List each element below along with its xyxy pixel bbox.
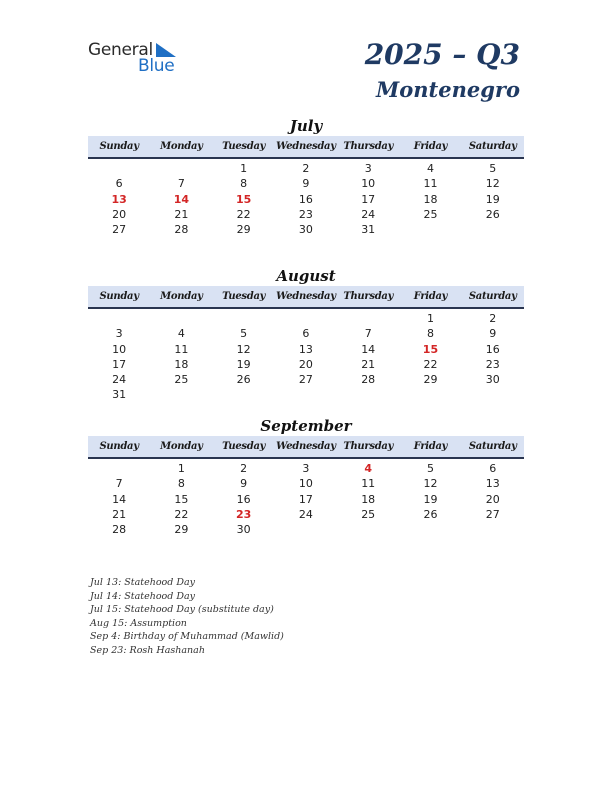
date-cell: 3 bbox=[302, 462, 310, 475]
holiday-item: Jul 13: Statehood Day bbox=[90, 577, 196, 588]
empty-cell bbox=[399, 522, 461, 537]
weekday-label: Friday bbox=[413, 141, 448, 152]
date-cell: 11 bbox=[423, 177, 438, 191]
week-row bbox=[88, 507, 524, 522]
weekday-label: Sunday bbox=[99, 441, 139, 452]
date-cell: 24 bbox=[298, 507, 313, 521]
weekday-label: Thursday bbox=[343, 441, 394, 452]
empty-cell bbox=[213, 387, 275, 402]
holiday-item: Jul 15: Statehood Day (substitute day) bbox=[90, 604, 274, 616]
date-cell: 6 bbox=[115, 177, 123, 191]
weekday-label: Tuesday bbox=[222, 291, 266, 302]
empty-cell bbox=[88, 311, 150, 326]
holiday-item: Jul 14: Statehood Day bbox=[90, 590, 196, 602]
logo-flag-icon bbox=[156, 43, 176, 57]
date-cell: 21 bbox=[112, 507, 127, 521]
weekday-label: Friday bbox=[413, 291, 448, 302]
empty-cell bbox=[150, 161, 212, 176]
date-cell: 26 bbox=[423, 507, 438, 521]
empty-cell bbox=[399, 387, 461, 402]
date-cell: 18 bbox=[174, 357, 189, 371]
date-cell: 27 bbox=[485, 507, 500, 521]
date-cell: 11 bbox=[174, 342, 189, 356]
date-cell: 9 bbox=[489, 327, 497, 341]
date-cell: 12 bbox=[236, 342, 251, 356]
date-cell: 19 bbox=[236, 357, 251, 371]
week-row bbox=[88, 461, 524, 476]
empty-cell bbox=[337, 387, 399, 402]
week-row bbox=[88, 522, 524, 537]
weekday-label: Sunday bbox=[99, 141, 139, 152]
weekday-header bbox=[88, 436, 524, 459]
date-cell: 26 bbox=[485, 207, 500, 221]
holiday-list bbox=[90, 576, 284, 658]
date-cell: 28 bbox=[112, 523, 127, 537]
month-august bbox=[88, 266, 524, 403]
weeks-grid bbox=[88, 159, 524, 237]
date-cell: 13 bbox=[485, 477, 500, 491]
weekday-label: Monday bbox=[160, 291, 203, 302]
weekday-label: Sunday bbox=[99, 291, 139, 302]
date-cell: 5 bbox=[489, 162, 497, 175]
empty-cell bbox=[150, 387, 212, 402]
date-cell: 5 bbox=[426, 462, 434, 475]
date-cell: 9 bbox=[240, 477, 248, 491]
date-cell: 30 bbox=[236, 523, 251, 537]
holiday-date-cell: 23 bbox=[236, 507, 252, 521]
date-cell: 20 bbox=[112, 207, 127, 221]
empty-cell bbox=[275, 387, 337, 402]
week-row bbox=[88, 342, 524, 357]
date-cell: 17 bbox=[361, 192, 376, 206]
date-cell: 10 bbox=[361, 177, 376, 191]
date-cell: 27 bbox=[298, 373, 313, 387]
date-cell: 19 bbox=[485, 192, 500, 206]
date-cell: 20 bbox=[298, 357, 313, 371]
month-name: July bbox=[289, 117, 323, 135]
week-row bbox=[88, 222, 524, 237]
week-row bbox=[88, 326, 524, 341]
holiday-date-cell: 4 bbox=[364, 462, 373, 475]
date-cell: 10 bbox=[112, 342, 127, 356]
date-cell: 3 bbox=[364, 162, 372, 175]
empty-cell bbox=[399, 222, 461, 237]
week-row bbox=[88, 176, 524, 191]
date-cell: 29 bbox=[174, 523, 189, 537]
date-cell: 17 bbox=[112, 357, 127, 371]
empty-cell bbox=[462, 222, 524, 237]
empty-cell bbox=[88, 161, 150, 176]
date-cell: 23 bbox=[485, 357, 500, 371]
date-cell: 16 bbox=[298, 192, 313, 206]
month-name: August bbox=[276, 267, 336, 285]
date-cell: 1 bbox=[426, 312, 434, 325]
logo-text-blue: Blue bbox=[138, 56, 175, 76]
empty-cell bbox=[275, 522, 337, 537]
date-cell: 1 bbox=[240, 162, 248, 175]
date-cell: 12 bbox=[423, 477, 438, 491]
weekday-label: Wednesday bbox=[276, 441, 336, 452]
date-cell: 9 bbox=[302, 177, 310, 191]
date-cell: 18 bbox=[423, 192, 438, 206]
generalblue-logo bbox=[88, 40, 188, 76]
empty-cell bbox=[150, 311, 212, 326]
date-cell: 11 bbox=[361, 477, 376, 491]
date-cell: 6 bbox=[302, 327, 310, 341]
date-cell: 29 bbox=[236, 223, 251, 237]
date-cell: 4 bbox=[177, 327, 185, 341]
weekday-header bbox=[88, 136, 524, 159]
empty-cell bbox=[462, 387, 524, 402]
date-cell: 27 bbox=[112, 223, 127, 237]
date-cell: 8 bbox=[177, 477, 185, 491]
date-cell: 2 bbox=[489, 312, 497, 325]
date-cell: 7 bbox=[115, 477, 123, 491]
holiday-date-cell: 15 bbox=[236, 192, 252, 206]
weekday-label: Thursday bbox=[343, 141, 394, 152]
date-cell: 25 bbox=[361, 507, 376, 521]
empty-cell bbox=[275, 311, 337, 326]
date-cell: 24 bbox=[361, 207, 376, 221]
holiday-item: Sep 4: Birthday of Muhammad (Mawlid) bbox=[90, 631, 284, 643]
date-cell: 20 bbox=[485, 492, 500, 506]
weekday-label: Saturday bbox=[468, 441, 517, 452]
date-cell: 29 bbox=[423, 373, 438, 387]
date-cell: 10 bbox=[298, 477, 313, 491]
date-cell: 12 bbox=[485, 177, 500, 191]
holiday-date-cell: 14 bbox=[173, 192, 190, 206]
week-row bbox=[88, 311, 524, 326]
date-cell: 7 bbox=[177, 177, 185, 191]
date-cell: 14 bbox=[361, 342, 376, 356]
weekday-label: Saturday bbox=[468, 291, 517, 302]
date-cell: 28 bbox=[174, 223, 189, 237]
weekday-label: Monday bbox=[160, 441, 203, 452]
date-cell: 3 bbox=[115, 327, 123, 341]
date-cell: 30 bbox=[298, 223, 313, 237]
month-september bbox=[88, 416, 524, 537]
date-cell: 22 bbox=[423, 357, 438, 371]
date-cell: 21 bbox=[174, 207, 189, 221]
holiday-date-cell: 15 bbox=[422, 342, 439, 356]
month-july bbox=[88, 116, 524, 237]
empty-cell bbox=[462, 522, 524, 537]
date-cell: 8 bbox=[240, 177, 248, 191]
week-row bbox=[88, 372, 524, 387]
date-cell: 25 bbox=[423, 207, 438, 221]
date-cell: 2 bbox=[302, 162, 310, 175]
date-cell: 16 bbox=[485, 342, 500, 356]
week-row bbox=[88, 492, 524, 507]
empty-cell bbox=[88, 461, 150, 476]
weekday-label: Tuesday bbox=[222, 141, 266, 152]
week-row bbox=[88, 476, 524, 491]
date-cell: 1 bbox=[177, 462, 185, 475]
weekday-label: Tuesday bbox=[222, 441, 266, 452]
date-cell: 13 bbox=[298, 342, 313, 356]
weekday-label: Thursday bbox=[343, 291, 394, 302]
date-cell: 28 bbox=[361, 373, 376, 387]
date-cell: 8 bbox=[426, 327, 434, 341]
week-row bbox=[88, 357, 524, 372]
weekday-label: Friday bbox=[413, 441, 448, 452]
date-cell: 25 bbox=[174, 373, 189, 387]
empty-cell bbox=[213, 311, 275, 326]
holiday-item: Aug 15: Assumption bbox=[90, 617, 187, 629]
date-cell: 16 bbox=[236, 492, 251, 506]
weekday-header bbox=[88, 286, 524, 309]
date-cell: 30 bbox=[485, 373, 500, 387]
week-row bbox=[88, 161, 524, 176]
date-cell: 6 bbox=[489, 462, 497, 475]
empty-cell bbox=[337, 311, 399, 326]
date-cell: 2 bbox=[240, 462, 248, 475]
date-cell: 4 bbox=[426, 162, 434, 175]
date-cell: 14 bbox=[112, 492, 127, 506]
date-cell: 24 bbox=[112, 373, 127, 387]
date-cell: 17 bbox=[298, 492, 313, 506]
weekday-label: Wednesday bbox=[276, 141, 336, 152]
date-cell: 23 bbox=[298, 207, 313, 221]
date-cell: 21 bbox=[361, 357, 376, 371]
weeks-grid bbox=[88, 459, 524, 537]
date-cell: 22 bbox=[236, 207, 251, 221]
date-cell: 26 bbox=[236, 373, 251, 387]
date-cell: 19 bbox=[423, 492, 438, 506]
date-cell: 31 bbox=[112, 388, 127, 402]
weekday-label: Saturday bbox=[468, 141, 517, 152]
weekday-label: Monday bbox=[160, 141, 203, 152]
date-cell: 31 bbox=[361, 223, 376, 237]
page-title bbox=[365, 38, 520, 104]
week-row bbox=[88, 207, 524, 222]
week-row bbox=[88, 192, 524, 207]
logo-text-general: General bbox=[88, 40, 153, 60]
date-cell: 15 bbox=[174, 492, 189, 506]
date-cell: 18 bbox=[361, 492, 376, 506]
holiday-date-cell: 13 bbox=[111, 192, 127, 206]
date-cell: 7 bbox=[364, 327, 372, 341]
weekday-label: Wednesday bbox=[276, 291, 336, 302]
country-title: Montenegro bbox=[376, 77, 520, 102]
weeks-grid bbox=[88, 309, 524, 403]
date-cell: 22 bbox=[174, 507, 189, 521]
date-cell: 5 bbox=[240, 327, 248, 341]
quarter-title: 2025 – Q3 bbox=[364, 38, 520, 71]
month-name: September bbox=[260, 417, 352, 435]
empty-cell bbox=[337, 522, 399, 537]
holiday-item: Sep 23: Rosh Hashanah bbox=[90, 644, 205, 656]
week-row bbox=[88, 387, 524, 402]
